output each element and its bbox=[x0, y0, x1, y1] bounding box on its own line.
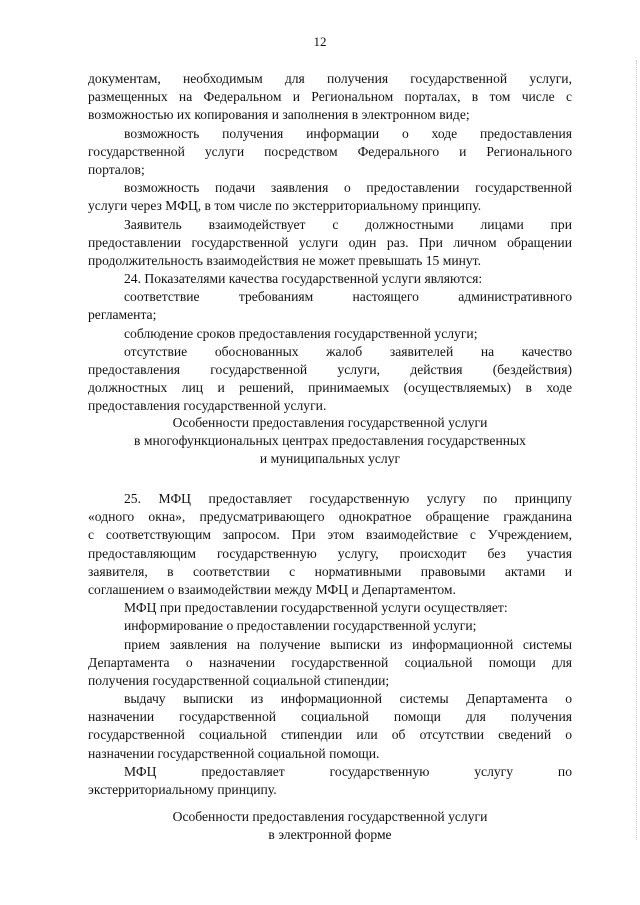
page-number: 12 bbox=[313, 34, 327, 49]
text-line: предоставляющим государственную услугу, происходит без участия bbox=[88, 545, 572, 561]
heading-line: и муниципальных услуг bbox=[259, 451, 401, 467]
text-line: возможность получения информации о ходе предоставления bbox=[124, 125, 572, 141]
text-line: предоставлении государственной услуги один раз. При личном обращении bbox=[88, 234, 572, 250]
body-text-section-1 bbox=[88, 70, 572, 416]
text-line: Заявитель взаимодействует с должностными лицами при bbox=[124, 216, 572, 232]
heading-line: Особенности предоставления государственной услуги bbox=[172, 415, 488, 430]
text-line: информирование о предоставлении государственной услуги; bbox=[124, 618, 477, 634]
text-line: с соответствующим запросом. При этом взаимодействие с Учреждением, bbox=[88, 527, 572, 543]
text-line: предоставления государственной услуги, действия (бездействия) bbox=[88, 362, 572, 377]
heading-line: в многофункциональных центрах предоставления государственных bbox=[134, 433, 526, 449]
text-line: продолжительность взаимодействия не может превышать 15 минут. bbox=[88, 252, 482, 268]
text-line: возможностью их копирования и заполнения в электронном виде; bbox=[88, 107, 470, 123]
text-line: предоставления государственной услуги. bbox=[88, 398, 327, 414]
text-line: размещенных на Федеральном и Региональном порталах, в том числе с bbox=[88, 89, 572, 105]
text-line: прием заявления на получение выписки из информационной системы bbox=[124, 636, 572, 652]
text-line: МФЦ предоставляет государственную услугу по bbox=[124, 763, 572, 779]
text-line: заявителя, в соответствии с нормативными правовыми актами и bbox=[88, 563, 572, 579]
text-line: услуги через МФЦ, в том числе по экстерриториальному принципу. bbox=[88, 198, 482, 214]
text-line: получения государственной социальной стипендии; bbox=[88, 672, 390, 688]
heading-line: в электронной форме bbox=[268, 827, 392, 843]
text-line: соответствие требованиям настоящего административного bbox=[124, 289, 572, 305]
text-line: соблюдение сроков предоставления государственной услуги; bbox=[124, 325, 478, 341]
text-line: государственной социальной стипендии или об отсутствии сведений о bbox=[88, 727, 572, 743]
text-line: Департамента о назначении государственной социальной помощи для bbox=[88, 654, 572, 670]
section-heading-electronic bbox=[88, 808, 572, 844]
scan-edge-marks bbox=[634, 60, 637, 840]
text-line: 24. Показателями качества государственной услуги являются: bbox=[124, 271, 483, 287]
text-line: отсутствие обоснованных жалоб заявителей на качество bbox=[124, 343, 572, 359]
text-line: государственной услуги посредством Федерального и Регионального bbox=[88, 143, 572, 159]
text-line: экстерриториальному принципу. bbox=[88, 782, 277, 797]
text-line: 25. МФЦ предоставляет государственную услугу по принципу bbox=[124, 491, 572, 506]
text-line: выдачу выписки из информационной системы Департамента о bbox=[124, 691, 572, 707]
text-line: соглашением о взаимодействии между МФЦ и Департаментом. bbox=[88, 581, 456, 597]
text-line: «одного окна», предусматривающего однократное обращение гражданина bbox=[88, 509, 572, 525]
text-line: должностных лиц и решений, принимаемых (осуществляемых) в ходе bbox=[88, 380, 572, 396]
text-line: назначении государственной социальной помощи. bbox=[88, 745, 380, 761]
text-line: документам, необходимым для получения государственной услуги, bbox=[88, 71, 572, 86]
text-line: возможность подачи заявления о предоставлении государственной bbox=[124, 180, 572, 196]
text-line: назначении государственной социальной помощи для получения bbox=[88, 709, 572, 725]
text-line: МФЦ при предоставлении государственной услуги осуществляет: bbox=[124, 600, 508, 616]
heading-line: Особенности предоставления государственной услуги bbox=[172, 809, 488, 824]
body-text-section-2 bbox=[88, 490, 572, 799]
section-heading-mfc bbox=[88, 414, 572, 469]
text-line: регламента; bbox=[88, 307, 157, 323]
text-line: порталов; bbox=[88, 161, 145, 177]
